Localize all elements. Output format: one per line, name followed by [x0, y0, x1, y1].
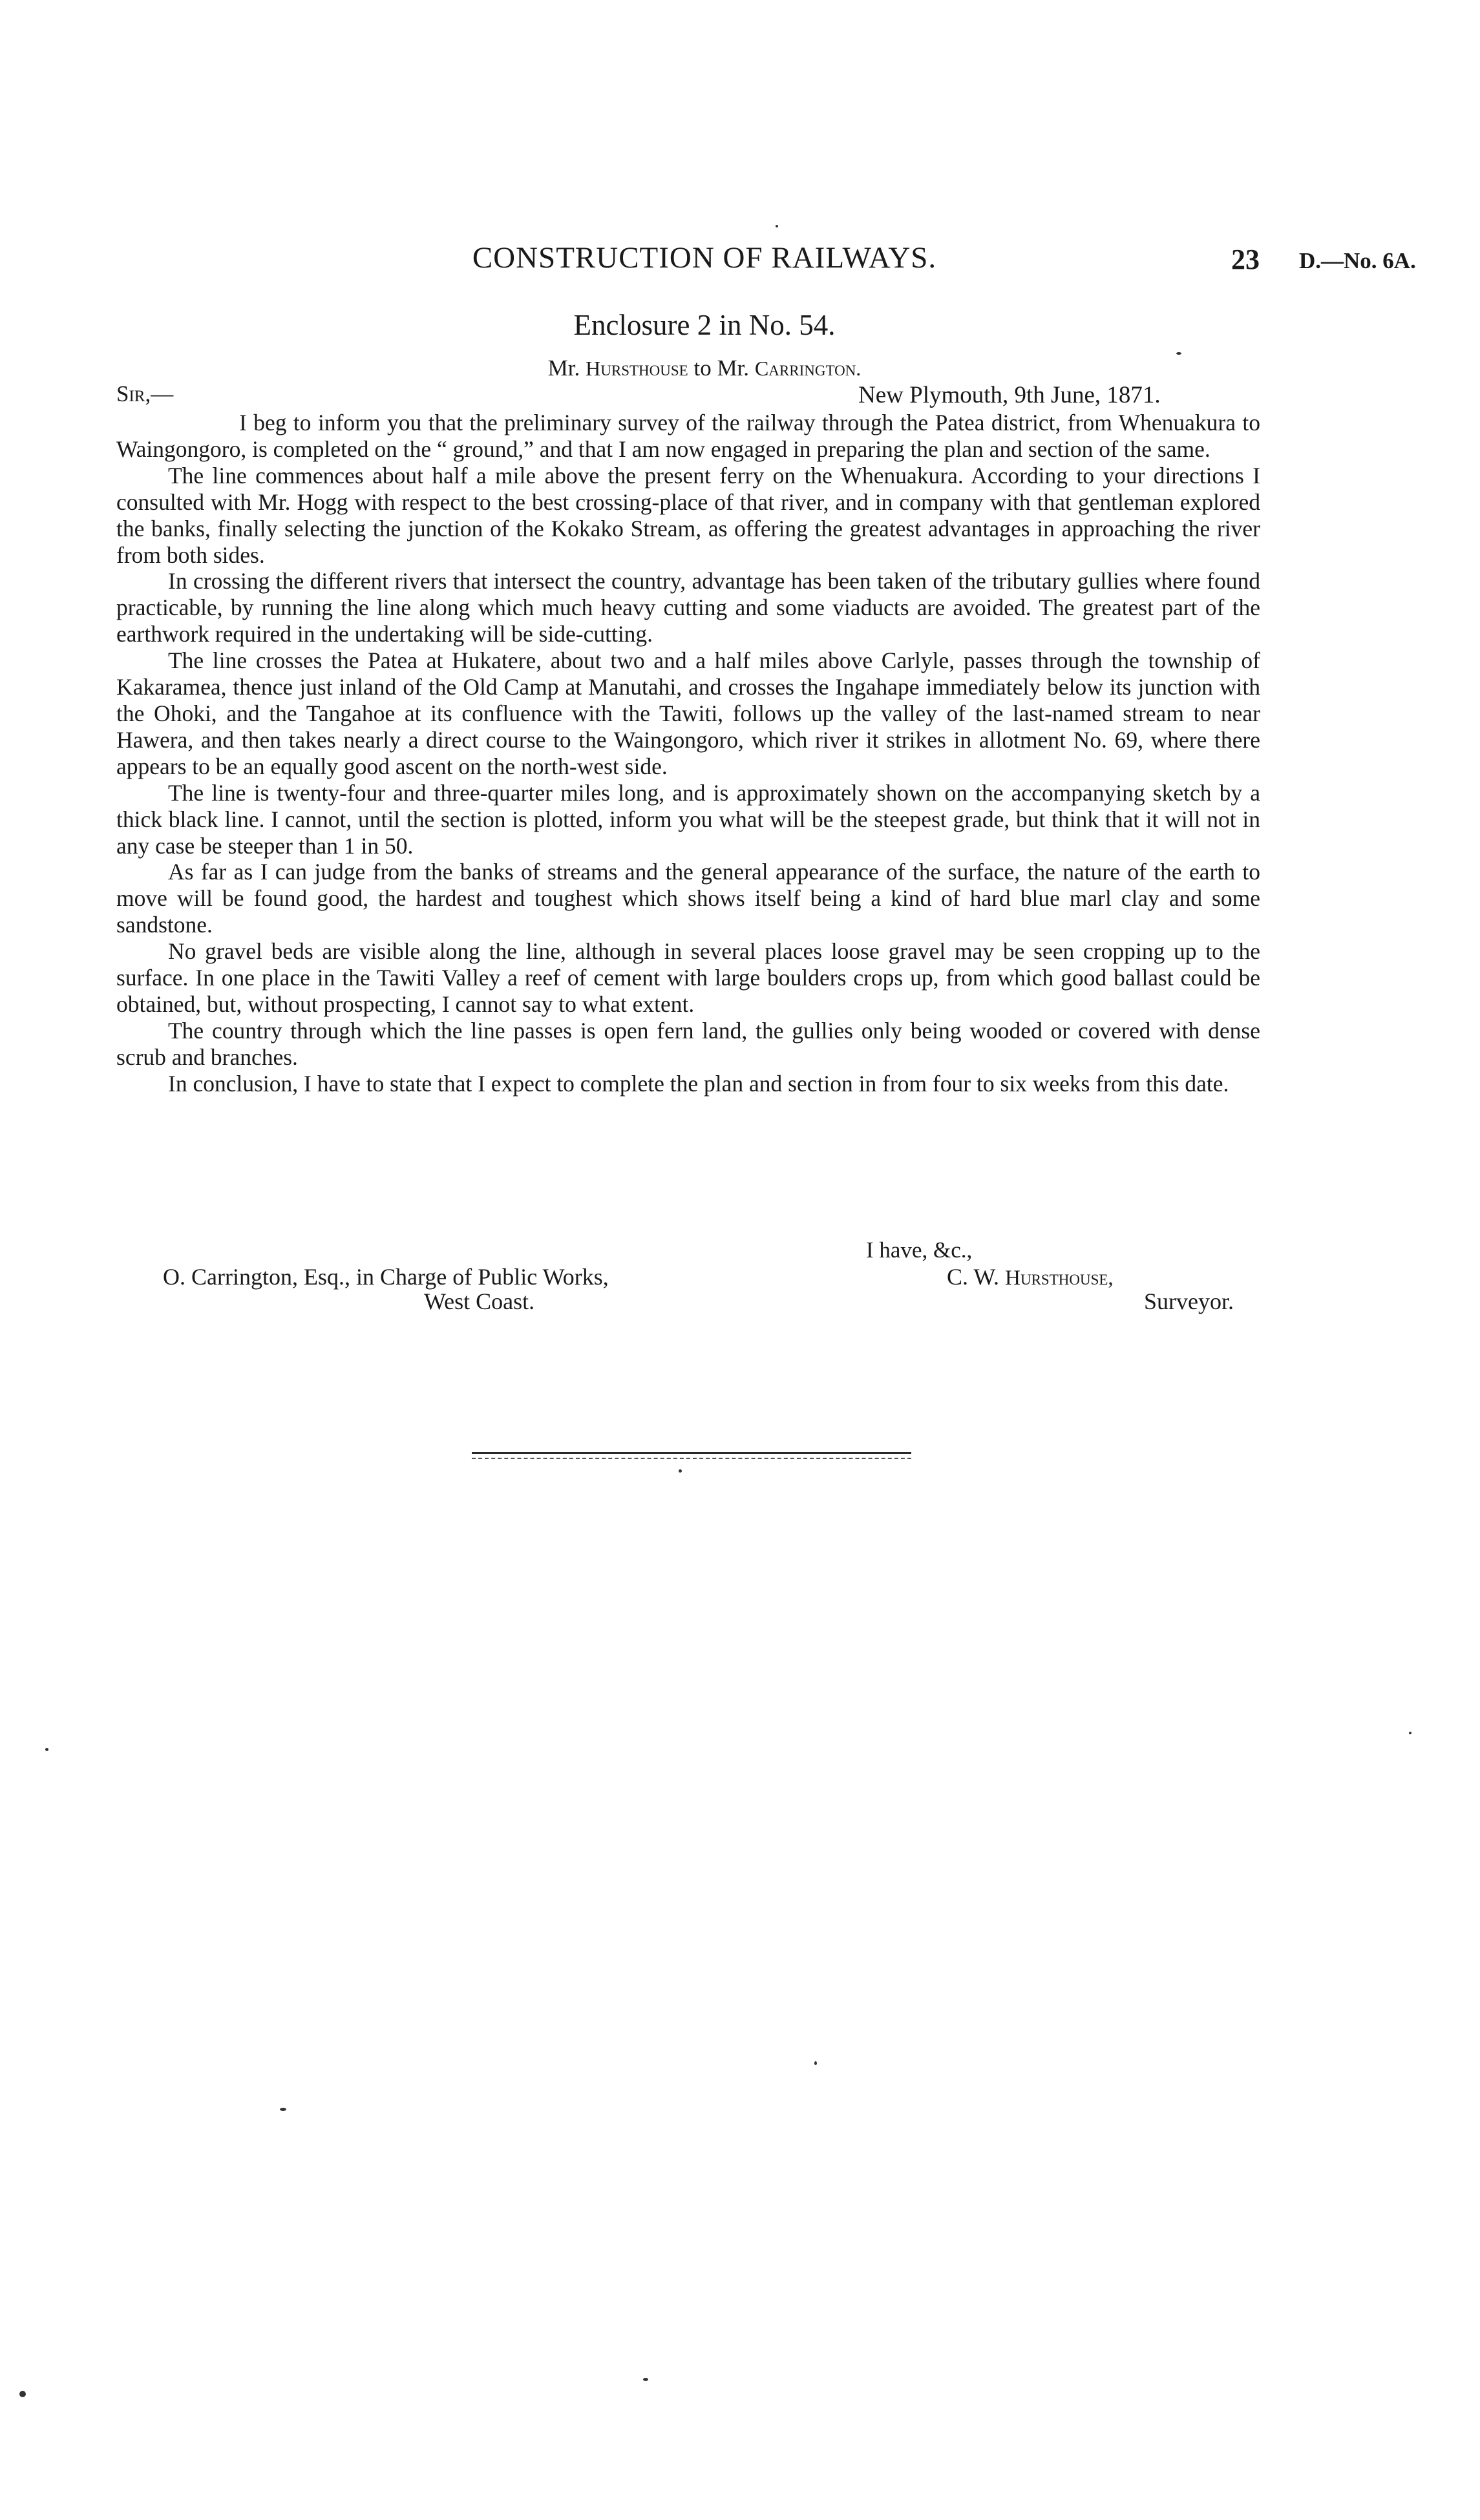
signer-title: Surveyor. [1144, 1288, 1234, 1314]
signer-surname: Hursthouse, [1005, 1266, 1114, 1290]
print-speck [1176, 352, 1181, 355]
enclosure-heading: Enclosure 2 in No. 54. [573, 309, 836, 341]
running-title: CONSTRUCTION OF RAILWAYS. [472, 241, 937, 275]
paragraph: The line is twenty-four and three-quarter miles long, and is approximately shown on the accompanying sketch by a thick black line. I cannot, until the section is plotted, inform you what will be the steepest grade, but think that it will not in any case be steeper than 1 in 50. [116, 779, 1260, 859]
paragraph: In conclusion, I have to state that I expect to complete the plan and section in from four to six weeks from this date. [168, 1070, 1229, 1097]
closing-phrase: I have, &c., [866, 1237, 973, 1263]
paragraph: The line commences about half a mile above the present ferry on the Whenuakura. According to your directions I consulted with Mr. Hogg with respect to the best crossing-place of that river, and in company with that gentleman explored the banks, finally selecting the junction of the Kokako Stream, as offering the greatest advantages in approaching the river from both sides. [116, 462, 1260, 568]
paragraph: The country through which the line passes is open fern land, the gullies only being wooded or covered with dense scrub and branches. [116, 1017, 1260, 1070]
print-speck [814, 2061, 817, 2065]
recipient-line: O. Carrington, Esq., in Charge of Public Works, [163, 1264, 609, 1290]
to-prefix: Mr. [717, 355, 750, 381]
signature-name [947, 1263, 1114, 1290]
paragraph: The line crosses the Patea at Hukatere, about two and a half miles above Carlyle, passes through the township of Kakaramea, thence just inland of the Old Camp at Manutahi, and crosses the Ingahape immediately below its junction with the Ohoki, and the Tangahoe at its confluence with the Tawiti, follows up the valley of the last-named stream to near Hawera, and then takes nearly a direct course to the Waingongoro, which river it strikes in allotment No. 69, where there appears to be an equally good ascent on the north-west side. [116, 647, 1260, 779]
print-speck [679, 1469, 682, 1473]
paragraph: I beg to inform you that the preliminary survey of the railway through the Patea district, from Whenuakura to Waingongoro, is completed on the “ ground,” and that I am now engaged in preparing the plan and section of the same. [116, 410, 1260, 462]
connector-word: to [693, 355, 712, 381]
salutation: Sir,— [116, 381, 174, 406]
page-number: 23 [1231, 244, 1260, 275]
print-speck [280, 2108, 286, 2111]
from-to-line [414, 355, 995, 381]
print-speck [45, 1748, 48, 1751]
place-and-date: New Plymouth, 9th June, 1871. [858, 382, 1161, 408]
print-speck [19, 2391, 26, 2397]
section-divider [472, 1452, 911, 1454]
paragraph: In crossing the different rivers that intersect the country, advantage has been taken of the tributary gullies where found practicable, by running the line along which much heavy cutting and some viaducts are avoided. The greatest part of the earthwork required in the undertaking will be side-cutting. [116, 568, 1260, 647]
print-speck [1409, 1732, 1411, 1734]
print-speck [776, 225, 778, 227]
from-name: Hursthouse [586, 357, 688, 380]
recipient-location: West Coast. [424, 1288, 535, 1314]
paragraph: As far as I can judge from the banks of streams and the general appearance of the surface, the nature of the earth to move will be found good, the hardest and toughest which shows itself being a kind of hard blue marl clay and some sandstone. [116, 859, 1260, 938]
parliamentary-reference: D.—No. 6A. [1299, 248, 1416, 273]
print-speck [643, 2378, 648, 2381]
from-prefix: Mr. [547, 355, 580, 381]
to-name: Carrington. [754, 357, 862, 380]
signer-initials: C. W. [947, 1264, 1000, 1290]
paragraph: No gravel beds are visible along the line, although in several places loose gravel may be seen cropping up to the surface. In one place in the Tawiti Valley a reef of cement with large boulders crops up, from which good ballast could be obtained, but, without prospecting, I cannot say to what extent. [116, 938, 1260, 1017]
letter-body [116, 410, 1260, 1097]
section-divider-dashed [472, 1458, 911, 1459]
